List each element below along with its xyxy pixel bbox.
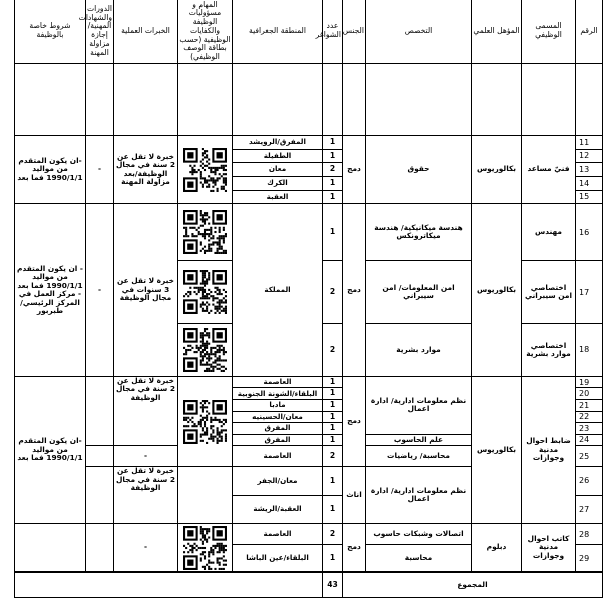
qualification: بكالوريوس (472, 376, 522, 523)
header-job-title: المسمى الوظيفي (522, 0, 576, 64)
vacancy-count: 1 (323, 411, 343, 423)
conditions: -ان يكون المتقدم من مواليد 1990/1/1 فما بعد (15, 135, 86, 203)
courses (86, 376, 114, 445)
row-number: 22 (576, 411, 603, 423)
experience: - (114, 524, 178, 572)
job-title: كاتب احوال مدنية وجوازات (522, 524, 576, 572)
region: المفرق (233, 434, 323, 446)
qr-code-icon (183, 400, 227, 444)
tasks-qr-cell (178, 135, 233, 203)
row-number: 28 (576, 524, 603, 545)
row-number: 29 (576, 545, 603, 572)
tasks-qr-cell (178, 376, 233, 467)
courses: - (86, 135, 114, 203)
gender: دمج (343, 204, 366, 377)
vacancy-count: 1 (323, 176, 343, 190)
courses (86, 524, 114, 572)
vacancy-count: 1 (323, 376, 343, 388)
qr-code-icon (183, 148, 227, 192)
row-number: 27 (576, 495, 603, 523)
qualification: بكالوريوس (472, 204, 522, 377)
row-number: 18 (576, 324, 603, 377)
specialization: محاسبة/ رياضيات (366, 446, 472, 467)
vacancy-count: 1 (323, 400, 343, 412)
row-number: 21 (576, 400, 603, 412)
region: معان/الجفر (233, 467, 323, 495)
gender: اناث (343, 467, 366, 524)
row-number: 17 (576, 261, 603, 324)
qr-code-icon (183, 328, 227, 372)
total-row (15, 572, 603, 597)
region: العقبة/الريشة (233, 495, 323, 523)
region: البلقاء/عين الباشا (233, 545, 323, 572)
tasks-qr-cell (178, 524, 233, 572)
conditions: - ان يكون المتقدم من مواليد 1990/1/1 فما بعد - مركز العمل في المركز الرئيسي/طبربور (15, 204, 86, 377)
gender: دمج (343, 524, 366, 572)
experience: - (114, 446, 178, 467)
region: العقبة (233, 190, 323, 204)
specialization: نظم معلومات ادارية/ ادارة اعمال (366, 467, 472, 524)
vacancy-count: 2 (323, 163, 343, 177)
vacancy-count: 1 (323, 149, 343, 163)
vacancy-count: 2 (323, 261, 343, 324)
vacancy-count: 1 (323, 467, 343, 495)
row-number: 15 (576, 190, 603, 204)
gender: دمج (343, 376, 366, 467)
header-gender: الجنس (343, 0, 366, 64)
experience: خبرة لا تقل عن 2 سنة في مجال الوظيفة (114, 467, 178, 524)
experience: خبرة لا تقل عن 2 سنة في مجال الوظيفة (114, 376, 178, 445)
tasks-qr-cell (178, 204, 233, 261)
row-number: 25 (576, 446, 603, 467)
specialization: اتصالات وشبكات حاسوب (366, 524, 472, 545)
region: معان/الحسينيه (233, 411, 323, 423)
row-number: 16 (576, 204, 603, 261)
header-qualification: المؤهل العلمي (472, 0, 522, 64)
vacancies-table (14, 0, 603, 598)
row-number: 12 (576, 149, 603, 163)
header-num: الرقم (576, 0, 603, 64)
region: الكرك (233, 176, 323, 190)
vacancy-count: 2 (323, 324, 343, 377)
region: العاصمة (233, 376, 323, 388)
qr-code-icon (183, 270, 227, 314)
qualification: بكالوريوس (472, 135, 522, 203)
experience: خبرة لا تقل عن 3 سنوات في مجال الوظيفة (114, 204, 178, 377)
job-title: ضابط احوال مدنية وجوازات (522, 376, 576, 523)
vacancy-count: 1 (323, 388, 343, 400)
specialization: موارد بشرية (366, 324, 472, 377)
qualification: دبلوم (472, 524, 522, 572)
header-vacancies: عدد الشواغر (323, 0, 343, 64)
header-region: المنطقة الجغرافية (233, 0, 323, 64)
vacancy-count: 1 (323, 135, 343, 149)
vacancy-count: 1 (323, 495, 343, 523)
experience: خبرة لا تقل عن 2 سنة في مجال الوظيفة/بعد مزاولة المهنة (114, 135, 178, 203)
total-label: المجموع (343, 572, 603, 597)
specialization: محاسبة (366, 545, 472, 572)
specialization: امن المعلومات/ امن سيبراني (366, 261, 472, 324)
header-conditions: شروط خاصة بالوظيفة (15, 0, 86, 64)
job-title: اختصاصي موارد بشرية (522, 324, 576, 377)
region: المفرق (233, 423, 323, 435)
region: معان (233, 163, 323, 177)
header-courses: الدورات والشهادات المهنية/ إجازة مزاولة المهنة (86, 0, 114, 64)
row-number: 11 (576, 135, 603, 149)
qr-code-icon (183, 210, 227, 254)
qr-code-icon (183, 526, 227, 570)
job-title: فنيّ مساعد (522, 135, 576, 203)
region: العاصمة (233, 524, 323, 545)
specialization: هندسة ميكانيكية/ هندسة ميكاترونكس (366, 204, 472, 261)
header-row (15, 0, 603, 64)
spacer-row (15, 64, 603, 136)
row-number: 14 (576, 176, 603, 190)
specialization: حقوق (366, 135, 472, 203)
row-number: 26 (576, 467, 603, 495)
region: البلقاء/الشونة الجنوبية (233, 388, 323, 400)
vacancy-count: 1 (323, 190, 343, 204)
vacancy-count: 2 (323, 524, 343, 545)
specialization: علم الحاسوب (366, 434, 472, 446)
tasks-cell (178, 467, 233, 524)
row-number: 20 (576, 388, 603, 400)
header-tasks: المهام و مسؤوليات الوظيفة والكفايات الوظيفية (حسب بطاقة الوصف الوظيفي) (178, 0, 233, 64)
job-title: اختصاصي امن سيبراني (522, 261, 576, 324)
conditions: -ان يكون المتقدم من مواليد 1990/1/1 فما بعد (15, 376, 86, 523)
region: العاصمة (233, 446, 323, 467)
gender: دمج (343, 135, 366, 203)
courses: - (86, 204, 114, 377)
region: الطفيلة (233, 149, 323, 163)
vacancy-count: 1 (323, 545, 343, 572)
total-blank (15, 572, 323, 597)
row-number: 23 (576, 423, 603, 435)
row-number: 19 (576, 376, 603, 388)
job-title: مهندس (522, 204, 576, 261)
header-experience: الخبرات العملية (114, 0, 178, 64)
region: مادبا (233, 400, 323, 412)
tasks-qr-cell (178, 261, 233, 324)
region: المفرق/الرويشد (233, 135, 323, 149)
total-value: 43 (323, 572, 343, 597)
tasks-qr-cell (178, 324, 233, 377)
region: المملكة (233, 204, 323, 377)
vacancy-count: 2 (323, 446, 343, 467)
conditions (15, 524, 86, 572)
courses (86, 446, 114, 467)
vacancy-count: 1 (323, 423, 343, 435)
courses (86, 467, 114, 524)
row-number: 13 (576, 163, 603, 177)
vacancy-count: 1 (323, 434, 343, 446)
header-specialization: التخصص (366, 0, 472, 64)
row-number: 24 (576, 434, 603, 446)
vacancy-count: 1 (323, 204, 343, 261)
specialization: نظم معلومات ادارية/ ادارة اعمال (366, 376, 472, 434)
